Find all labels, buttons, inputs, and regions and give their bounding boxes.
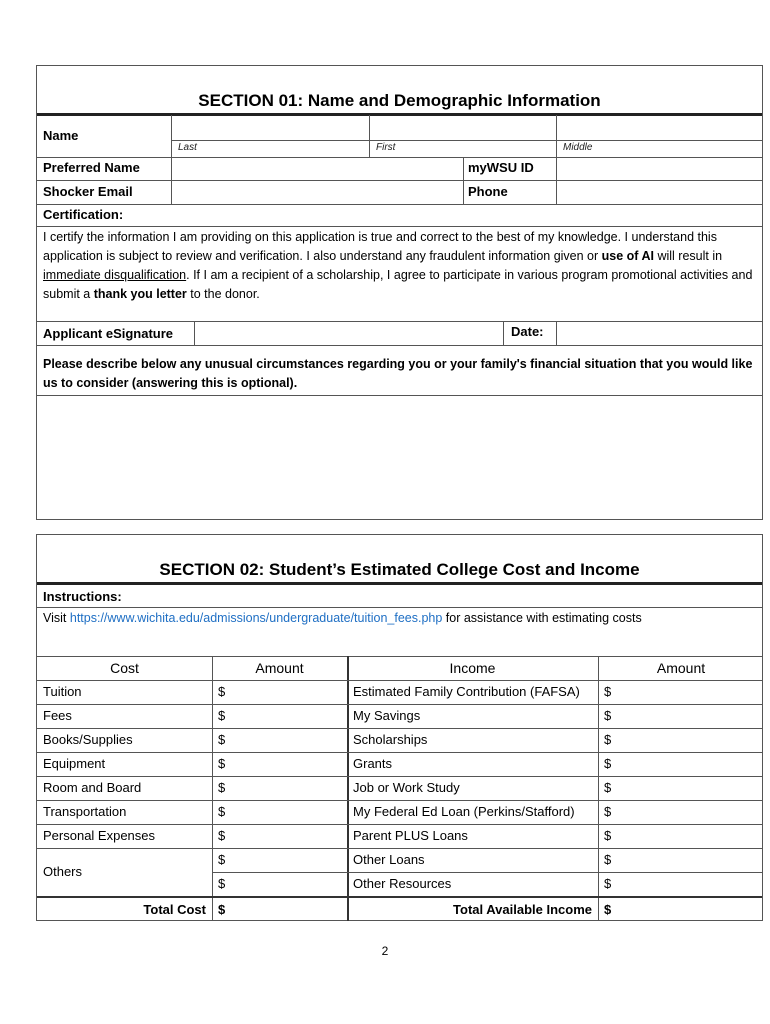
certification-text: I certify the information I am providing on this application is true and correct to the best of my knowledge. I understand this application is subject to review and verification. I also understand any fraudulent information given or use of AI will result in immediate disqualification. If I am a recipient of a scholarship, I agree to participate in various program promotional activities and submit a thank you letter to the donor. — [43, 230, 753, 301]
total-income-dollar-sign: $ — [604, 902, 612, 917]
income-dollar-sign: $ — [604, 756, 612, 771]
cost-dollar-sign: $ — [218, 732, 226, 747]
cost-dollar-sign: $ — [218, 780, 226, 795]
section-02-title: SECTION 02: Student’s Estimated College Cost and Income — [159, 560, 640, 579]
cost-amount-field[interactable] — [230, 825, 345, 847]
cost-amount-field[interactable] — [230, 753, 345, 775]
cost-dollar-sign: $ — [218, 708, 226, 723]
income-amount-field[interactable] — [616, 873, 762, 895]
cost-label: Room and Board — [43, 780, 142, 795]
income-amount-field[interactable] — [616, 729, 762, 751]
cost-label: Transportation — [43, 804, 127, 819]
cost-label: Equipment — [43, 756, 106, 771]
last-name-field[interactable] — [172, 116, 368, 140]
cost-label: Personal Expenses — [43, 828, 156, 843]
income-label: Other Resources — [353, 876, 452, 891]
date-field[interactable] — [557, 322, 762, 345]
income-dollar-sign: $ — [604, 708, 612, 723]
income-label: My Savings — [353, 708, 421, 723]
cost-label: Others — [43, 864, 83, 879]
income-label: Job or Work Study — [353, 780, 460, 795]
cost-amount-field[interactable] — [230, 681, 345, 703]
cost-amount-field[interactable] — [230, 729, 345, 751]
cost-dollar-sign: $ — [218, 828, 226, 843]
esignature-field[interactable] — [195, 322, 503, 345]
income-dollar-sign: $ — [604, 780, 612, 795]
total-income-label: Total Available Income — [453, 902, 592, 917]
income-label: Other Loans — [353, 852, 425, 867]
page-number: 2 — [381, 944, 389, 958]
circumstances-textarea[interactable] — [37, 396, 762, 519]
income-amount-field[interactable] — [616, 801, 762, 823]
income-amount-field[interactable] — [616, 825, 762, 847]
income-label: My Federal Ed Loan (Perkins/Stafford) — [353, 804, 575, 819]
income-label: Estimated Family Contribution (FAFSA) — [353, 684, 580, 699]
total-cost-dollar-sign: $ — [218, 902, 226, 917]
income-dollar-sign: $ — [604, 732, 612, 747]
cost-dollar-sign: $ — [218, 756, 226, 771]
middle-caption: Middle — [563, 142, 593, 153]
date-label: Date: — [511, 324, 544, 339]
section-02 — [36, 534, 763, 921]
middle-name-field[interactable] — [557, 116, 762, 140]
cost-label: Books/Supplies — [43, 732, 133, 747]
cost-amount-field[interactable] — [230, 705, 345, 727]
instructions-label: Instructions: — [43, 589, 122, 604]
cost-label: Fees — [43, 708, 72, 723]
income-amount-field[interactable] — [616, 849, 762, 871]
column-header: Amount — [656, 660, 706, 676]
esignature-label: Applicant eSignature — [43, 326, 174, 341]
shocker-email-label: Shocker Email — [43, 184, 133, 199]
cost-dollar-sign: $ — [218, 852, 226, 867]
income-dollar-sign: $ — [604, 852, 612, 867]
column-header: Income — [449, 660, 496, 676]
income-dollar-sign: $ — [604, 804, 612, 819]
income-dollar-sign: $ — [604, 876, 612, 891]
income-dollar-sign: $ — [604, 828, 612, 843]
shocker-email-field[interactable] — [172, 181, 462, 203]
income-amount-field[interactable] — [616, 753, 762, 775]
certification-label: Certification: — [43, 207, 124, 222]
total-cost-label: Total Cost — [143, 902, 206, 917]
column-header: Amount — [255, 660, 304, 676]
income-label: Parent PLUS Loans — [353, 828, 468, 843]
income-amount-field[interactable] — [616, 681, 762, 703]
income-dollar-sign: $ — [604, 684, 612, 699]
cost-amount-field[interactable] — [230, 777, 345, 799]
circumstances-prompt: Please describe below any unusual circumstances regarding you or your family's financial situation that you would like us to consider (answering this is optional). — [43, 357, 753, 390]
last-caption: Last — [178, 142, 197, 153]
preferred-name-field[interactable] — [172, 158, 462, 180]
cost-amount-field[interactable] — [230, 849, 345, 871]
cost-amount-field[interactable] — [230, 873, 345, 895]
cost-amount-field[interactable] — [230, 801, 345, 823]
cost-label: Tuition — [43, 684, 82, 699]
cost-dollar-sign: $ — [218, 876, 226, 891]
column-header: Cost — [110, 660, 139, 676]
cost-dollar-sign: $ — [218, 684, 226, 699]
first-name-field[interactable] — [370, 116, 555, 140]
cost-dollar-sign: $ — [218, 804, 226, 819]
section-01-title: SECTION 01: Name and Demographic Information — [198, 91, 601, 110]
income-label: Scholarships — [353, 732, 428, 747]
instructions-text: Visit https://www.wichita.edu/admissions/undergraduate/tuition_fees.php for assistance with estimating costs — [43, 611, 642, 625]
tuition-fees-link[interactable]: https://www.wichita.edu/admissions/undergraduate/tuition_fees.php — [69, 611, 446, 625]
mywsu-id-field[interactable] — [557, 158, 762, 180]
preferred-name-label: Preferred Name — [43, 160, 140, 175]
phone-field[interactable] — [557, 181, 762, 203]
section-01 — [36, 65, 763, 520]
income-amount-field[interactable] — [616, 705, 762, 727]
phone-label: Phone — [468, 184, 508, 199]
name-label: Name — [43, 128, 79, 143]
first-caption: First — [376, 142, 396, 153]
income-amount-field[interactable] — [616, 777, 762, 799]
income-label: Grants — [353, 756, 393, 771]
mywsu-id-label: myWSU ID — [468, 160, 534, 175]
